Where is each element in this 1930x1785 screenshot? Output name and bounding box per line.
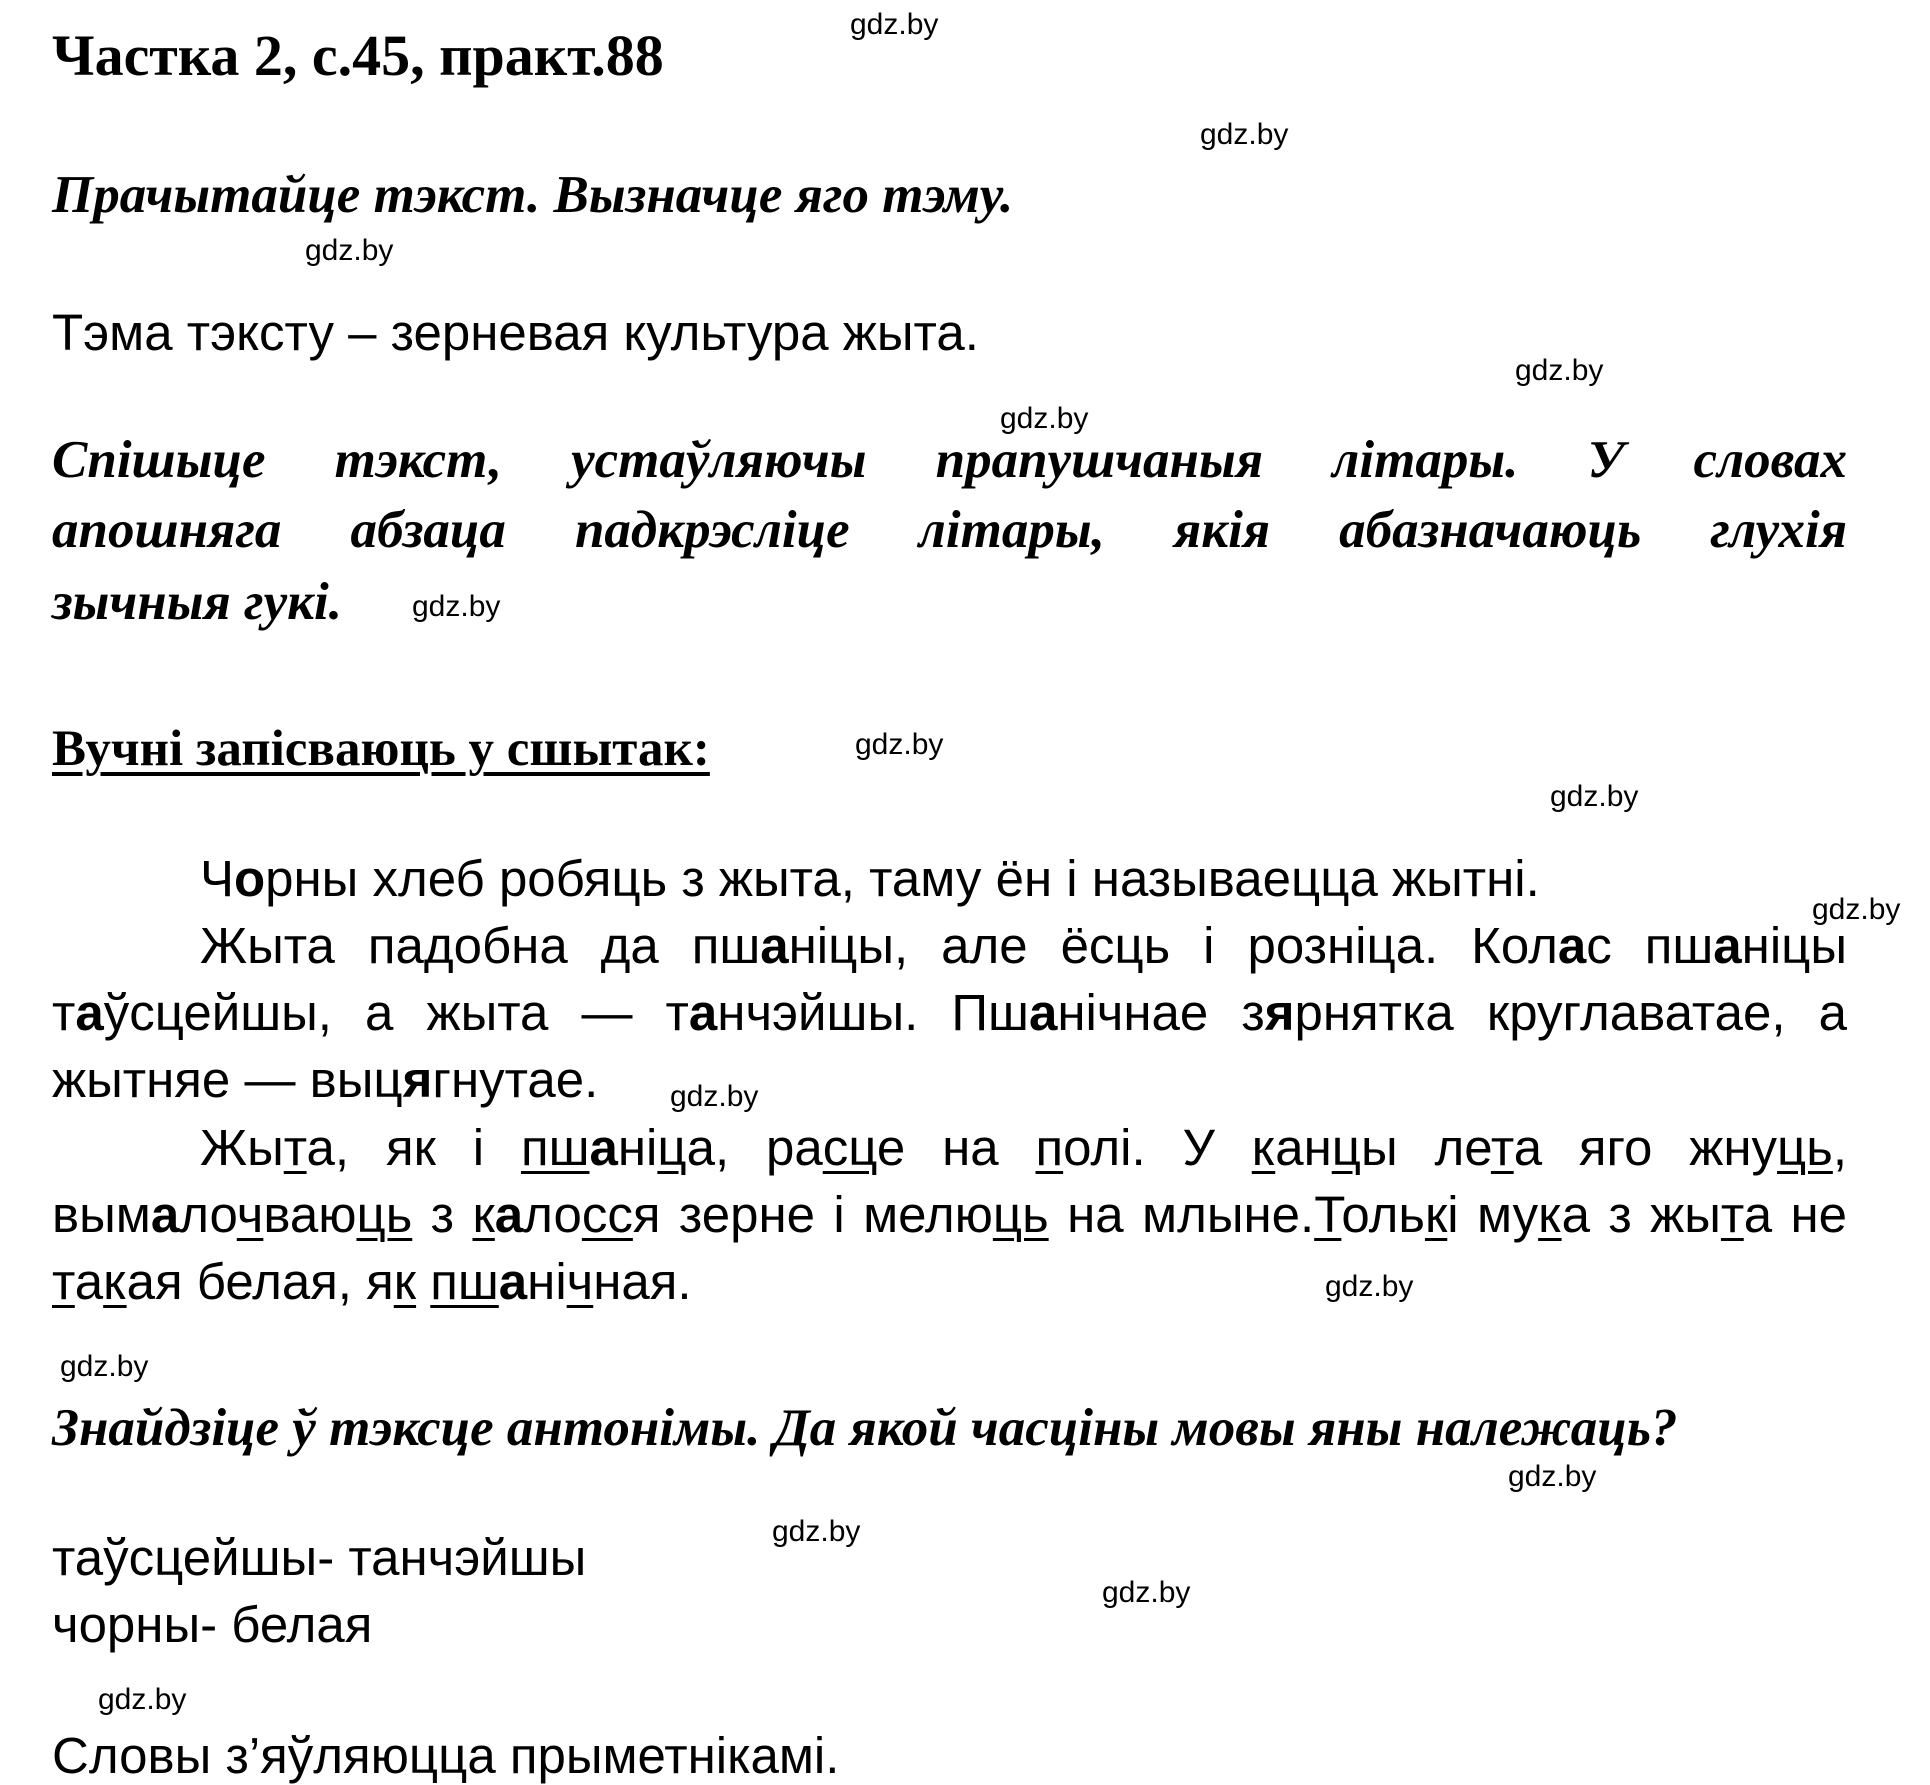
watermark: gdz.by — [1550, 780, 1639, 813]
task-1-prompt: Прачытайце тэкст. Вызначце яго тэму. — [52, 166, 1014, 224]
watermark: gdz.by — [670, 1080, 759, 1113]
task-2-line-2: апошняга абзаца падкрэсліце літары, якія абазначаюць глухія — [52, 501, 1847, 559]
watermark: gdz.by — [1812, 893, 1901, 926]
task-3-prompt: Знайдзіце ў тэксце антонімы. Да якой часціны мовы яны належаць? — [52, 1399, 1678, 1457]
watermark: gdz.by — [98, 1683, 187, 1716]
watermark: gdz.by — [850, 8, 939, 41]
notebook-label: Вучні запісваюць у сшытак: — [52, 721, 710, 777]
watermark: gdz.by — [60, 1350, 149, 1383]
watermark: gdz.by — [772, 1515, 861, 1548]
watermark: gdz.by — [305, 234, 394, 267]
task-2-line-3: зычныя гукі. — [52, 573, 342, 631]
task-1-answer: Тэма тэксту – зерневая культура жыта. — [52, 304, 979, 361]
watermark: gdz.by — [1515, 354, 1604, 387]
watermark: gdz.by — [1102, 1576, 1191, 1609]
text-paragraph-2: Жыта падобна да пшаніцы, але ёсць і розніца. Колас пшаніцы таўсцейшы, а жыта — танчэйшы. Пшанічнае зярнятка круглаватае, а жытняе — выцягнутае. — [52, 917, 1848, 1108]
watermark: gdz.by — [412, 590, 501, 623]
task-2-line-1: Спішыце тэкст, устаўляючы прапушчаныя літары. У словах — [52, 431, 1847, 489]
text-paragraph-1: Чорны хлеб робяць з жыта, таму ён і называецца жытні. — [200, 850, 1540, 907]
watermark: gdz.by — [1000, 402, 1089, 435]
conclusion: Словы з’яўляюцца прыметнікамі. — [52, 1727, 840, 1784]
watermark: gdz.by — [1325, 1270, 1414, 1303]
text-paragraph-3: Жыта, як і пшаніца, расце на полі. У канцы лета яго жнуць, вымалочваюць з калосся зерне і мелюць на млыне.Толькі мука з жыта не такая белая, як пшанічная. — [52, 1119, 1848, 1310]
antonym-pair-1: таўсцейшы- танчэйшы — [52, 1529, 587, 1586]
watermark: gdz.by — [1200, 118, 1289, 151]
antonym-pair-2: чорны- белая — [52, 1596, 373, 1653]
page-title: Частка 2, с.45, практ.88 — [52, 23, 664, 88]
watermark: gdz.by — [1508, 1460, 1597, 1493]
watermark: gdz.by — [855, 728, 944, 761]
